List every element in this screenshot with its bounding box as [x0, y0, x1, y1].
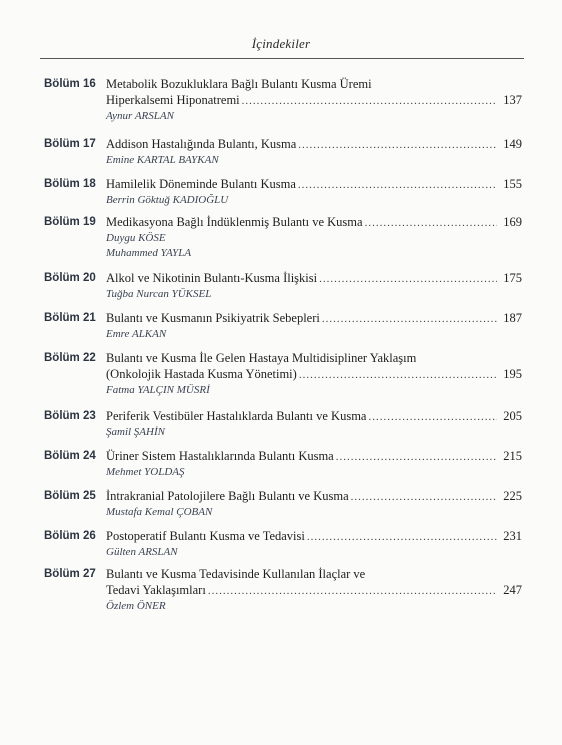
chapter-title-line: [106, 136, 522, 153]
chapter-title: Tedavi Yaklaşımları: [106, 583, 206, 597]
page-header-title: İçindekiler: [251, 36, 311, 51]
dot-leader: [351, 489, 497, 505]
page-number: 155: [503, 177, 522, 191]
chapter-details: [106, 214, 522, 261]
chapter-title: (Onkolojik Hastada Kusma Yönetimi): [106, 367, 297, 381]
chapter-details: [106, 310, 522, 342]
chapter-title: Bulantı ve Kusma İle Gelen Hastaya Multidisipliner Yaklaşım: [106, 351, 417, 365]
chapter-author: Mehmet YOLDAŞ: [106, 466, 185, 478]
toc-entry: [44, 488, 522, 520]
chapter-author: Fatma YALÇIN MÜSRİ: [106, 384, 210, 396]
chapter-author: Duygu KÖSE: [106, 232, 166, 244]
chapter-title: Bulantı ve Kusmanın Psikiyatrik Sebepleri: [106, 311, 320, 325]
chapter-title-line: [106, 448, 522, 465]
page-number: 149: [503, 137, 522, 151]
dot-leader: [298, 177, 497, 193]
chapter-title-line: [106, 310, 522, 327]
chapter-details: [106, 528, 522, 560]
page-number: 175: [503, 271, 522, 285]
chapter-author: Berrin Göktuğ KADIOĞLU: [106, 194, 229, 206]
page-number: 247: [503, 583, 522, 597]
chapter-title-line: [106, 488, 522, 505]
chapter-number: Bölüm 24: [44, 450, 96, 462]
chapter-details: [106, 566, 522, 614]
chapter-author: Gülten ARSLAN: [106, 546, 178, 558]
toc-entry: [44, 270, 522, 302]
page-number: 169: [503, 215, 522, 229]
dot-leader: [208, 583, 497, 599]
chapter-author: Mustafa Kemal ÇOBAN: [106, 506, 213, 518]
chapter-title-line: [106, 582, 522, 599]
chapter-title: Postoperatif Bulantı Kusma ve Tedavisi: [106, 529, 305, 543]
header-divider: [40, 58, 524, 59]
chapter-title-line: [106, 528, 522, 545]
chapter-title: İntrakranial Patolojilere Bağlı Bulantı ve Kusma: [106, 489, 349, 503]
chapter-details: [106, 488, 522, 520]
chapter-number: Bölüm 25: [44, 490, 96, 502]
toc-entry: [44, 310, 522, 342]
toc-entry: [44, 76, 522, 124]
chapter-title-line: [106, 176, 522, 193]
chapter-title-line: [106, 366, 522, 383]
toc-entry: [44, 176, 522, 208]
chapter-title-line: [106, 566, 522, 582]
chapter-title-line: [106, 270, 522, 287]
chapter-details: [106, 136, 522, 168]
chapter-author: Aynur ARSLAN: [106, 110, 174, 122]
chapter-title: Periferik Vestibüler Hastalıklarda Bulantı ve Kusma: [106, 409, 367, 423]
chapter-title: Alkol ve Nikotinin Bulantı-Kusma İlişkisi: [106, 271, 318, 285]
chapter-title: Medikasyona Bağlı İndüklenmiş Bulantı ve Kusma: [106, 215, 363, 229]
toc-entry: [44, 448, 522, 480]
dot-leader: [298, 137, 497, 153]
page-number: 187: [503, 311, 522, 325]
chapter-title-line: [106, 350, 522, 366]
chapter-details: [106, 408, 522, 440]
chapter-details: [106, 448, 522, 480]
chapter-number: Bölüm 27: [44, 568, 96, 580]
chapter-title-line: [106, 408, 522, 425]
chapter-author: Emre ALKAN: [106, 328, 167, 340]
chapter-title-line: [106, 76, 522, 92]
dot-leader: [322, 311, 497, 327]
chapter-details: [106, 350, 522, 398]
chapter-number: Bölüm 22: [44, 352, 96, 364]
toc-entry: [44, 350, 522, 398]
toc-entry: [44, 214, 522, 261]
chapter-title: Metabolik Bozukluklara Bağlı Bulantı Kusma Üremi: [106, 77, 372, 91]
chapter-number: Bölüm 26: [44, 530, 96, 542]
chapter-title: Hamilelik Döneminde Bulantı Kusma: [106, 177, 296, 191]
chapter-details: [106, 176, 522, 208]
toc-entry: [44, 136, 522, 168]
chapter-number: Bölüm 18: [44, 178, 96, 190]
chapter-author: Emine KARTAL BAYKAN: [106, 154, 219, 166]
chapter-title: Hiperkalsemi Hiponatremi: [106, 93, 240, 107]
page-number: 225: [503, 489, 522, 503]
chapter-number: Bölüm 19: [44, 216, 96, 228]
dot-leader: [368, 409, 497, 425]
chapter-title: Bulantı ve Kusma Tedavisinde Kullanılan İlaçlar ve: [106, 567, 366, 581]
chapter-details: [106, 76, 522, 124]
chapter-number: Bölüm 23: [44, 410, 96, 422]
chapter-number: Bölüm 21: [44, 312, 96, 324]
chapter-number: Bölüm 17: [44, 138, 96, 150]
page-number: 195: [503, 367, 522, 381]
page-number: 231: [503, 529, 522, 543]
chapter-title-line: [106, 92, 522, 109]
page-number: 215: [503, 449, 522, 463]
dot-leader: [307, 529, 497, 545]
page-number: 205: [503, 409, 522, 423]
chapter-details: [106, 270, 522, 302]
dot-leader: [242, 93, 497, 109]
chapter-author: Muhammed YAYLA: [106, 247, 192, 259]
chapter-title: Addison Hastalığında Bulantı, Kusma: [106, 137, 297, 151]
page-number: 137: [503, 93, 522, 107]
dot-leader: [336, 449, 497, 465]
dot-leader: [299, 367, 497, 383]
toc-entry: [44, 408, 522, 440]
chapter-number: Bölüm 16: [44, 78, 96, 90]
chapter-title-line: [106, 214, 522, 231]
chapter-title: Üriner Sistem Hastalıklarında Bulantı Kusma: [106, 449, 334, 463]
chapter-author: Şamil ŞAHİN: [106, 426, 165, 438]
chapter-number: Bölüm 20: [44, 272, 96, 284]
dot-leader: [365, 215, 497, 231]
chapter-author: Tuğba Nurcan YÜKSEL: [106, 288, 212, 300]
toc-entry: [44, 528, 522, 560]
chapter-author: Özlem ÖNER: [106, 600, 166, 612]
toc-entry: [44, 566, 522, 614]
dot-leader: [319, 271, 497, 287]
